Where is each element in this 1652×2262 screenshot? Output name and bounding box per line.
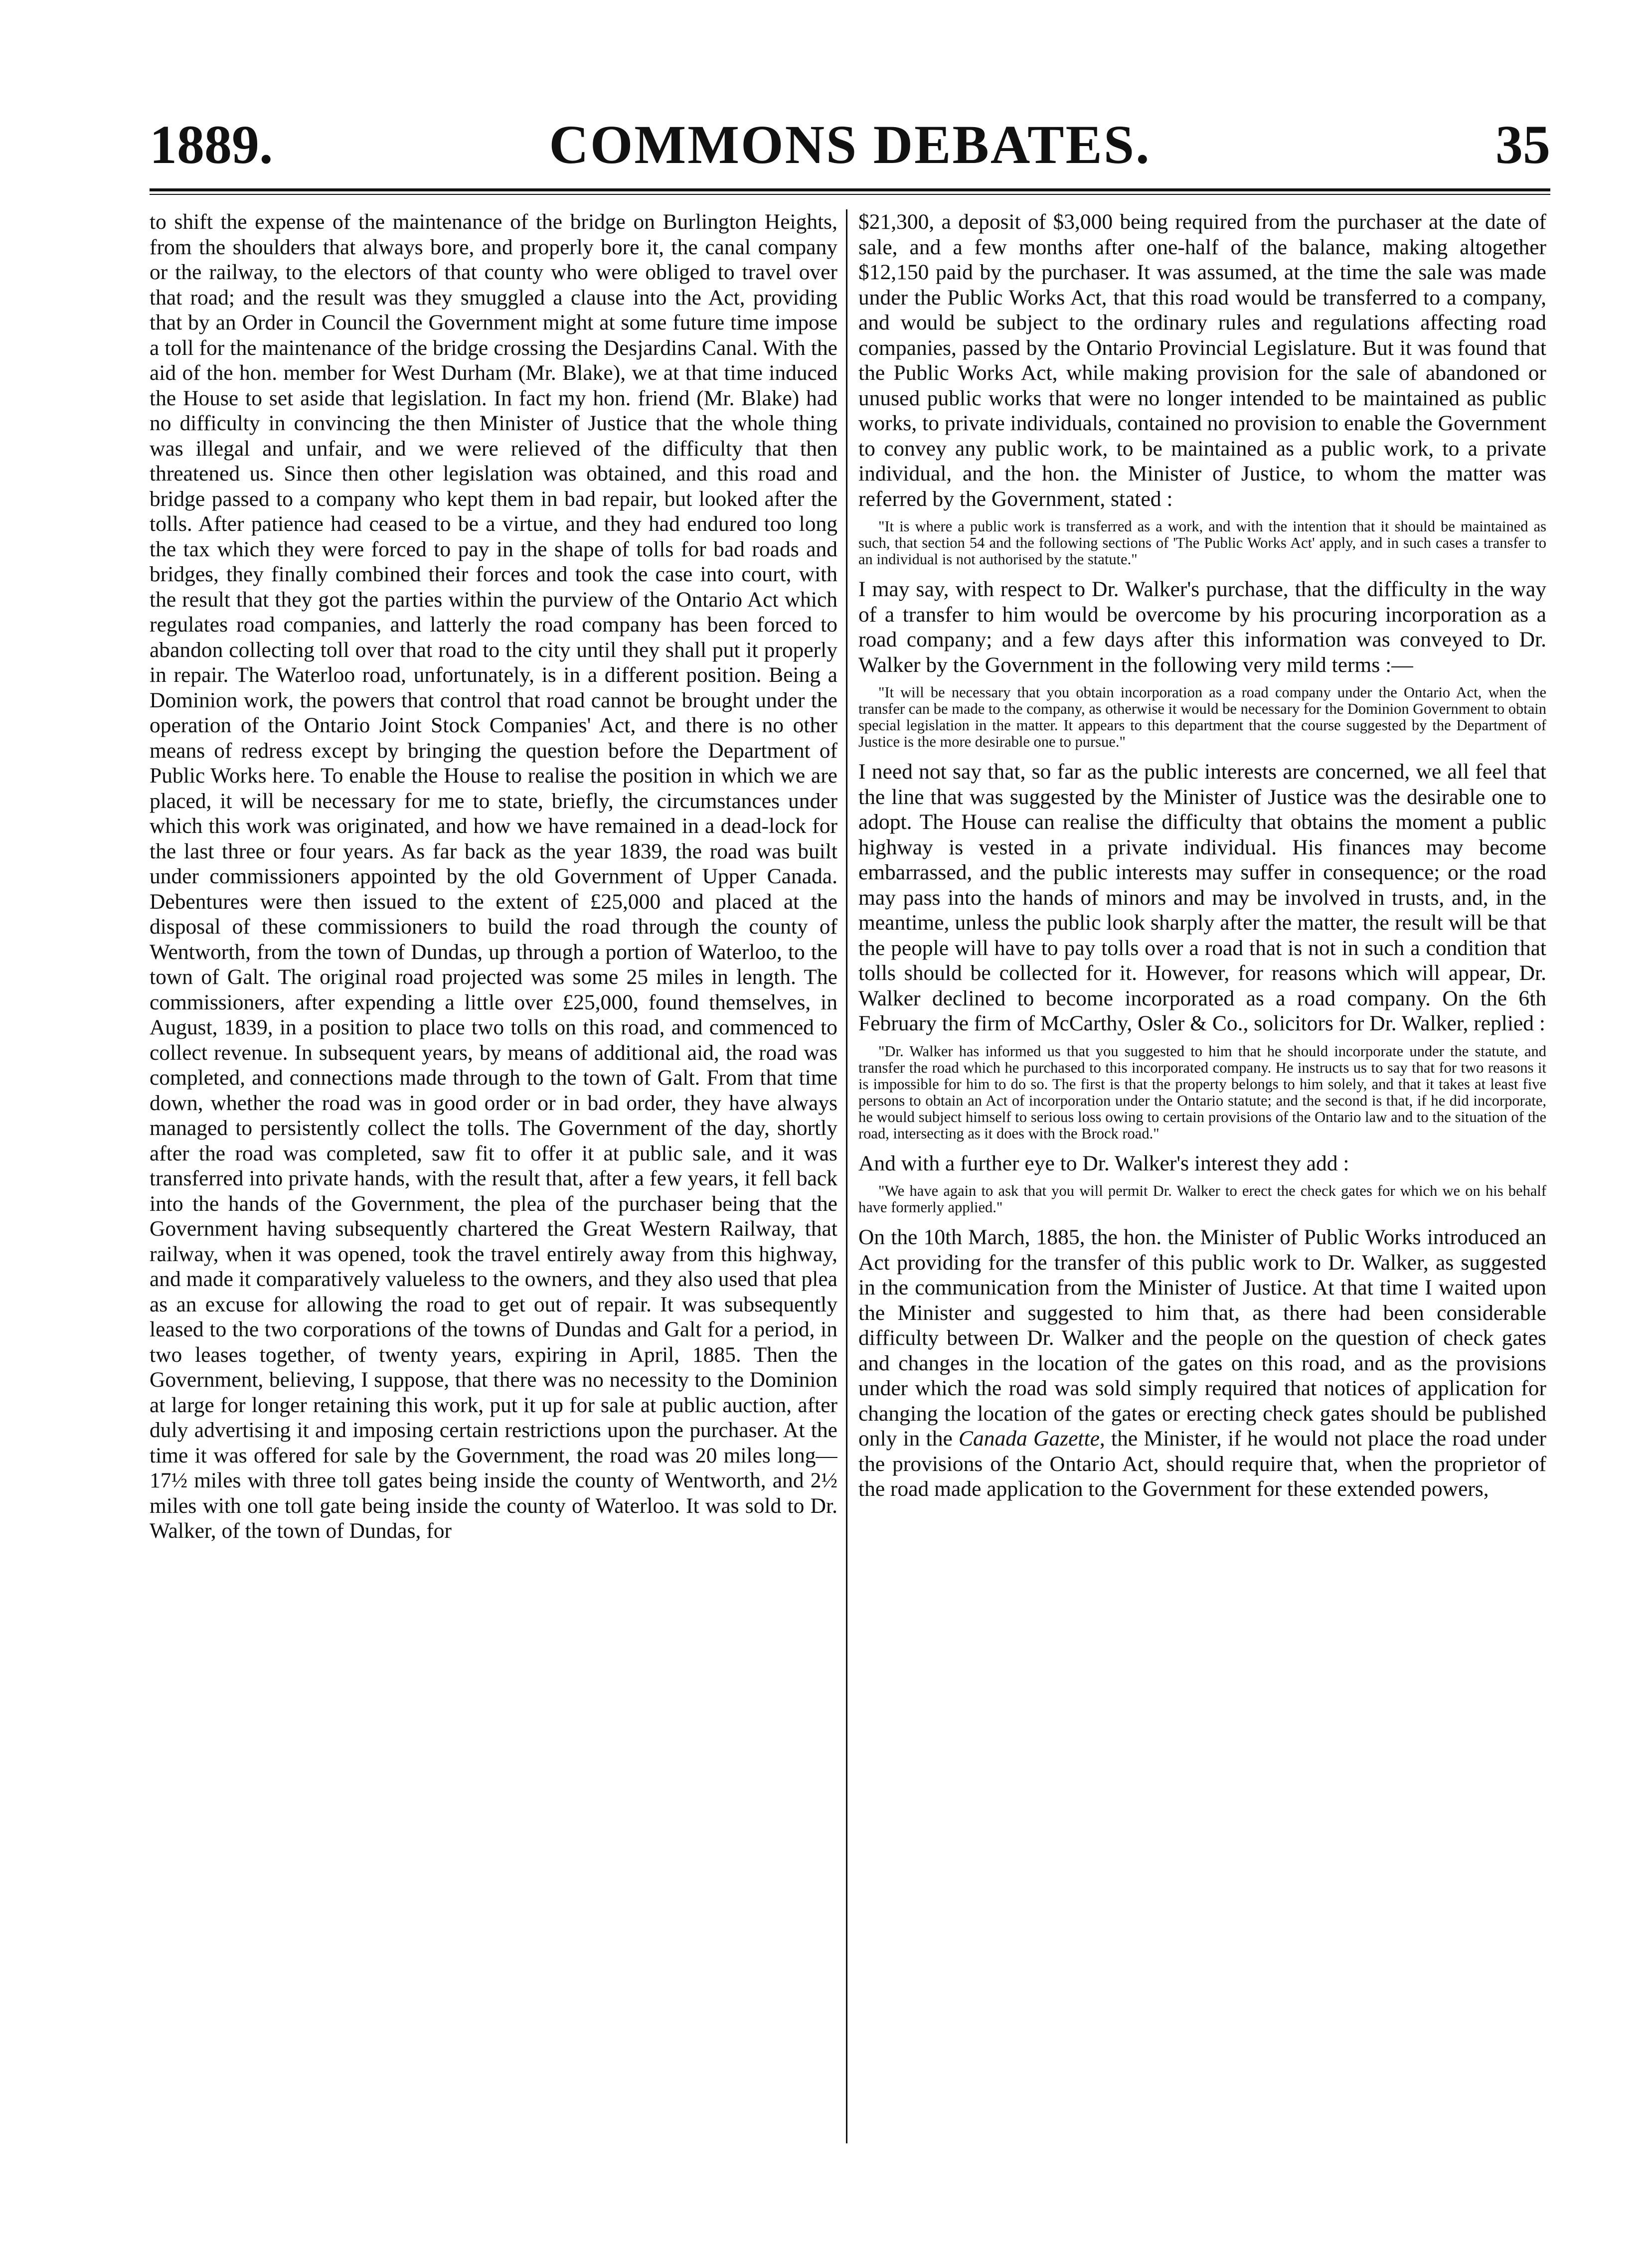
right-paragraph-4: And with a further eye to Dr. Walker's interest they add :: [858, 1151, 1349, 1175]
quote-minister-of-justice: "It is where a public work is transferred as a work, and with the intention that it should be maintained as such, that section 54 and the following sections of 'The Public Works Act' apply, and in such cases a transfer to an individual is not authorised by the statute.": [858, 518, 1546, 568]
quote-government-letter: "It will be necessary that you obtain incorporation as a road company under the Ontario Act, when the transfer can be made to the company, as otherwise it would be necessary for the Dominion Government to obtain special legislation in the matter. It appears to this department that the course suggested by the Department of Justice is the more desirable one to pursue.": [858, 684, 1546, 750]
page-number: 35: [1495, 114, 1550, 175]
left-column: [150, 209, 837, 2153]
right-paragraph-3: I need not say that, so far as the public interests are concerned, we all feel that the line that was suggested by the Minister of Justice was the desirable one to adopt. The House can realise the difficulty that obtains the moment a public highway is vested in a private individual. His finances may become embarrassed, and the public interests may suffer in consequence; or the road may pass into the hands of minors and may be involved in trusts, and, in the meantime, unless the public look sharply after the matter, the result will be that the people will have to pay tolls over a road that is not in such a condition that tolls should be collected for it. However, for reasons which will appear, Dr. Walker declined to become incorporated as a road company. On the 6th February the firm of McCarthy, Osler & Co., solicitors for Dr. Walker, replied :: [858, 760, 1546, 1035]
canada-gazette-italic: Canada Gazette: [959, 1427, 1100, 1451]
right-paragraph-1: $21,300, a deposit of $3,000 being required from the purchaser at the date of sale, and a few months after one-half of the balance, making altogether $12,150 paid by the purchaser. It was assumed, at the time the sale was made under the Public Works Act, that this road would be transferred to a company, and would be subject to the ordinary rules and regulations affecting road companies, passed by the Ontario Provincial Legislature. But it was found that the Public Works Act, while making provision for the sale of abandoned or unused public works that were no longer intended to be maintained as public works, to private individuals, contained no provision to enable the Government to convey any public work, to be maintained as a public work, to a private individual, and the hon. the Minister of Justice, to whom the matter was referred by the Government, stated :: [858, 210, 1546, 511]
right-paragraph-5-end: , the Minister, if he would not place the road under the provisions of the Ontario Act, should require that, when the proprietor of the road made application to the Government for these extended powers,: [858, 1427, 1546, 1501]
header-rule: [150, 188, 1550, 195]
right-paragraph-5-start: On the 10th March, 1885, the hon. the Minister of Public Works introduced an Act providing for the transfer of this public work to Dr. Walker, as suggested in the communication from the Minister of Justice. At that time I waited upon the Minister and suggested to him that, as there had been considerable difficulty between Dr. Walker and the people on the question of check gates and changes in the location of the gates on this road, and as the provisions under which the road was sold simply required that notices of application for changing the location of the gates or erecting check gates should be published only in the: [858, 1225, 1546, 1451]
right-paragraph-2: I may say, with respect to Dr. Walker's purchase, that the difficulty in the way of a transfer to him would be overcome by his procuring incorporation as a road company; and a few days after this information was conveyed to Dr. Walker by the Government in the following very mild terms :—: [858, 577, 1546, 677]
page-year: 1889.: [150, 114, 273, 175]
quote-solicitors-reply: "Dr. Walker has informed us that you suggested to him that he should incorporate under the statute, and transfer the road which he purchased to this incorporated company. He instructs us to say that for two reasons it is impossible for him to do so. The first is that the property belongs to him solely, and that it takes at least five persons to obtain an Act of incorporation under the Ontario statute; and the second is that, if he did incorporate, he would subject himself to serious loss owing to certain provisions of the Ontario law and to the situation of the road, intersecting as it does with the Brock road.": [858, 1042, 1546, 1142]
quote-check-gates: "We have again to ask that you will permit Dr. Walker to erect the check gates for which we on his behalf have formerly applied.": [858, 1182, 1546, 1216]
right-column: [858, 209, 1546, 2153]
publication-title: COMMONS DEBATES.: [549, 114, 1151, 175]
right-paragraph-5: [858, 1225, 1546, 1502]
page-header: [150, 107, 1550, 182]
column-divider: [846, 209, 847, 2143]
left-paragraph-1: to shift the expense of the maintenance of the bridge on Burlington Heights, from the shoulders that always bore, and properly bore it, the canal company or the railway, to the electors of that county who were obliged to travel over that road; and the result was they smuggled a clause into the Act, providing that by an Order in Council the Government might at some future time impose a toll for the maintenance of the bridge crossing the Desjardins Canal. With the aid of the hon. member for West Durham (Mr. Blake), we at that time induced the House to set aside that legislation. In fact my hon. friend (Mr. Blake) had no difficulty in convincing the then Minister of Justice that the whole thing was illegal and unfair, and we were relieved of the difficulty that then threatened us. Since then other legislation was obtained, and this road and bridge passed to a company who kept them in bad repair, but looked after the tolls. After patience had ceased to be a virtue, and they had endured too long the tax which they were forced to pay in the shape of tolls for bad roads and bridges, they finally combined their forces and took the case into court, with the result that they got the parties within the purview of the Ontario Act which regulates road companies, and latterly the road company has been forced to abandon collecting toll over that road to the city until they shall put it properly in repair. The Waterloo road, unfortunately, is in a different position. Being a Dominion work, the powers that control that road cannot be brought under the operation of the Ontario Joint Stock Companies' Act, and there is no other means of redress except by bringing the question before the Department of Public Works here. To enable the House to realise the position in which we are placed, it will be necessary for me to state, briefly, the circumstances under which this work was originated, and how we have remained in a dead-lock for the last three or four years. As far back as the year 1839, the road was built under commissioners appointed by the old Government of Upper Canada. Debentures were then issued to the extent of £25,000 and placed at the disposal of these commissioners to build the road through the county of Wentworth, from the town of Dundas, up through a portion of Waterloo, to the town of Galt. The original road projected was some 25 miles in length. The commissioners, after expending a little over £25,000, found themselves, in August, 1839, in a position to place two tolls on this road, and commenced to collect revenue. In subsequent years, by means of additional aid, the road was completed, and connections made through to the town of Galt. From that time down, whether the road was in good order or in bad order, they have always managed to persistently collect the tolls. The Government of the day, shortly after the road was completed, saw fit to offer it at public sale, and it was transferred into private hands, with the result that, after a few years, it fell back into the hands of the Government, the plea of the purchaser being that the Government having subsequently chartered the Great Western Railway, that railway, when it was opened, took the travel entirely away from this highway, and made it comparatively valueless to the owners, and they also used that plea as an excuse for allowing the road to get out of repair. It was subsequently leased to the two corporations of the towns of Dundas and Galt for a period, in two leases together, of twenty years, expiring in April, 1885. Then the Government, believing, I suppose, that there was no necessity to the Dominion at large for longer retaining this work, put it up for sale at public auction, after duly advertising it and imposing certain restrictions upon the purchaser. At the time it was offered for sale by the Government, the road was 20 miles long—17½ miles with three toll gates being inside the county of Wentworth, and 2½ miles with one toll gate being inside the county of Waterloo. It was sold to Dr. Walker, of the town of Dundas, for: [150, 210, 837, 1543]
